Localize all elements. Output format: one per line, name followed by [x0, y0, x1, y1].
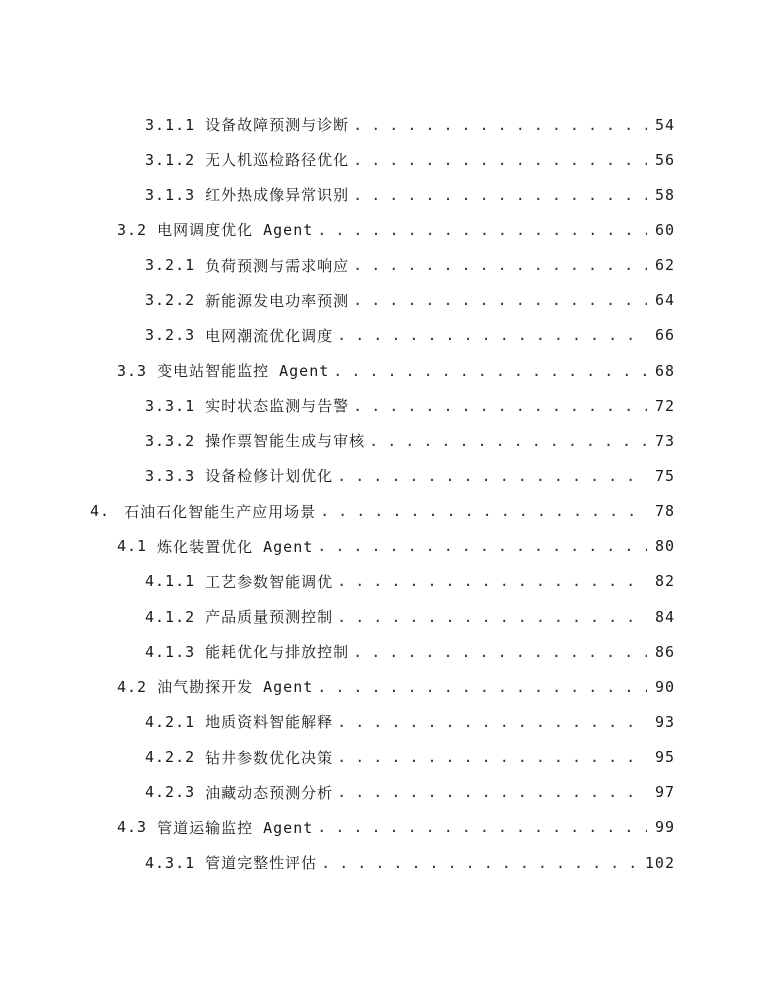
toc-entry-title: 变电站智能监控 Agent	[157, 362, 330, 381]
toc-entry-page-number: 72	[654, 396, 675, 415]
toc-entry-number: 4.	[90, 502, 111, 521]
toc-dot-leader	[333, 362, 647, 380]
table-of-contents	[0, 107, 765, 880]
toc-dot-leader	[317, 221, 647, 239]
toc-dot-leader	[353, 151, 647, 169]
toc-entry-number: 4.3.1	[145, 853, 196, 872]
toc-entry-title: 电网潮流优化调度	[205, 326, 334, 345]
toc-dot-leader	[369, 432, 647, 450]
toc-entry-page-number: 84	[654, 607, 675, 626]
toc-entry-page-number: 86	[654, 642, 675, 661]
toc-entry[interactable]	[0, 494, 765, 529]
toc-dot-leader	[337, 326, 647, 344]
toc-entry-title: 操作票智能生成与审核	[205, 432, 366, 451]
toc-entry-number: 4.1.1	[145, 572, 196, 591]
toc-entry-page-number: 82	[654, 572, 675, 591]
toc-entry[interactable]	[0, 634, 765, 669]
toc-entry-title: 油藏动态预测分析	[205, 783, 334, 802]
toc-entry[interactable]	[0, 775, 765, 810]
toc-entry[interactable]	[0, 107, 765, 142]
toc-dot-leader	[320, 502, 647, 520]
toc-entry-page-number: 58	[654, 185, 675, 204]
toc-entry-page-number: 102	[644, 853, 675, 872]
toc-entry[interactable]	[0, 283, 765, 318]
toc-dot-leader	[317, 678, 647, 696]
toc-entry-number: 3.2	[117, 220, 148, 239]
toc-entry-title: 炼化装置优化 Agent	[157, 537, 314, 556]
toc-entry-title: 石油石化智能生产应用场景	[124, 502, 317, 521]
toc-entry[interactable]	[0, 177, 765, 212]
toc-entry-number: 4.2.1	[145, 712, 196, 731]
toc-entry-number: 4.3	[117, 818, 148, 837]
toc-entry[interactable]	[0, 740, 765, 775]
toc-entry-page-number: 99	[654, 818, 675, 837]
toc-dot-leader	[337, 572, 647, 590]
toc-entry[interactable]	[0, 458, 765, 493]
toc-entry-page-number: 75	[654, 466, 675, 485]
toc-entry-page-number: 93	[654, 712, 675, 731]
toc-entry-number: 3.3.1	[145, 396, 196, 415]
toc-dot-leader	[317, 537, 647, 555]
toc-entry-title: 工艺参数智能调优	[205, 572, 334, 591]
toc-entry-number: 4.2	[117, 677, 148, 696]
toc-entry[interactable]	[0, 669, 765, 704]
toc-entry-page-number: 97	[654, 783, 675, 802]
toc-entry-title: 无人机巡检路径优化	[205, 151, 350, 170]
toc-entry-number: 4.2.2	[145, 748, 196, 767]
toc-dot-leader	[337, 608, 647, 626]
toc-entry-number: 3.2.3	[145, 326, 196, 345]
toc-entry-title: 管道运输监控 Agent	[157, 818, 314, 837]
toc-entry-number: 4.2.3	[145, 783, 196, 802]
toc-entry-page-number: 56	[654, 150, 675, 169]
toc-entry-title: 地质资料智能解释	[205, 713, 334, 732]
toc-entry-number: 4.1.2	[145, 607, 196, 626]
toc-dot-leader	[353, 643, 647, 661]
toc-entry-page-number: 60	[654, 220, 675, 239]
toc-dot-leader	[353, 256, 647, 274]
toc-dot-leader	[317, 818, 647, 836]
toc-entry[interactable]	[0, 142, 765, 177]
toc-entry-page-number: 62	[654, 256, 675, 275]
toc-dot-leader	[321, 854, 637, 872]
toc-entry[interactable]	[0, 810, 765, 845]
toc-entry-page-number: 90	[654, 677, 675, 696]
toc-dot-leader	[337, 748, 647, 766]
toc-dot-leader	[353, 186, 647, 204]
toc-entry-page-number: 78	[654, 502, 675, 521]
toc-entry-title: 油气勘探开发 Agent	[157, 678, 314, 697]
toc-entry[interactable]	[0, 564, 765, 599]
toc-entry-number: 3.1.3	[145, 185, 196, 204]
toc-dot-leader	[353, 397, 647, 415]
toc-dot-leader	[353, 291, 647, 309]
toc-entry-title: 电网调度优化 Agent	[157, 221, 314, 240]
toc-dot-leader	[337, 713, 647, 731]
toc-entry[interactable]	[0, 353, 765, 388]
toc-entry[interactable]	[0, 845, 765, 880]
toc-entry-page-number: 80	[654, 537, 675, 556]
toc-entry-title: 管道完整性评估	[205, 854, 318, 873]
toc-entry[interactable]	[0, 212, 765, 247]
toc-entry-page-number: 73	[654, 431, 675, 450]
toc-entry[interactable]	[0, 529, 765, 564]
toc-entry-title: 红外热成像异常识别	[205, 186, 350, 205]
toc-entry[interactable]	[0, 388, 765, 423]
toc-entry-title: 设备故障预测与诊断	[205, 116, 350, 135]
toc-entry-number: 4.1.3	[145, 642, 196, 661]
toc-entry-number: 3.2.1	[145, 256, 196, 275]
toc-entry-title: 能耗优化与排放控制	[205, 643, 350, 662]
toc-entry-number: 3.1.2	[145, 150, 196, 169]
toc-entry[interactable]	[0, 318, 765, 353]
toc-entry-page-number: 64	[654, 291, 675, 310]
toc-dot-leader	[353, 116, 647, 134]
toc-entry[interactable]	[0, 599, 765, 634]
toc-entry-number: 3.3.2	[145, 431, 196, 450]
toc-entry-title: 钻井参数优化决策	[205, 748, 334, 767]
toc-entry-number: 3.3	[117, 361, 148, 380]
toc-entry-number: 3.1.1	[145, 115, 196, 134]
toc-entry-title: 产品质量预测控制	[205, 608, 334, 627]
toc-entry[interactable]	[0, 423, 765, 458]
toc-entry-page-number: 66	[654, 326, 675, 345]
toc-entry-title: 新能源发电功率预测	[205, 291, 350, 310]
toc-dot-leader	[337, 783, 647, 801]
toc-entry-title: 负荷预测与需求响应	[205, 256, 350, 275]
toc-entry-page-number: 54	[654, 115, 675, 134]
toc-entry-title: 实时状态监测与告警	[205, 397, 350, 416]
toc-entry[interactable]	[0, 704, 765, 739]
toc-entry-title: 设备检修计划优化	[205, 467, 334, 486]
toc-entry-number: 3.3.3	[145, 466, 196, 485]
toc-entry-page-number: 68	[654, 361, 675, 380]
toc-entry-page-number: 95	[654, 748, 675, 767]
toc-entry-number: 4.1	[117, 537, 148, 556]
toc-entry-number: 3.2.2	[145, 291, 196, 310]
toc-dot-leader	[337, 467, 647, 485]
toc-entry[interactable]	[0, 248, 765, 283]
